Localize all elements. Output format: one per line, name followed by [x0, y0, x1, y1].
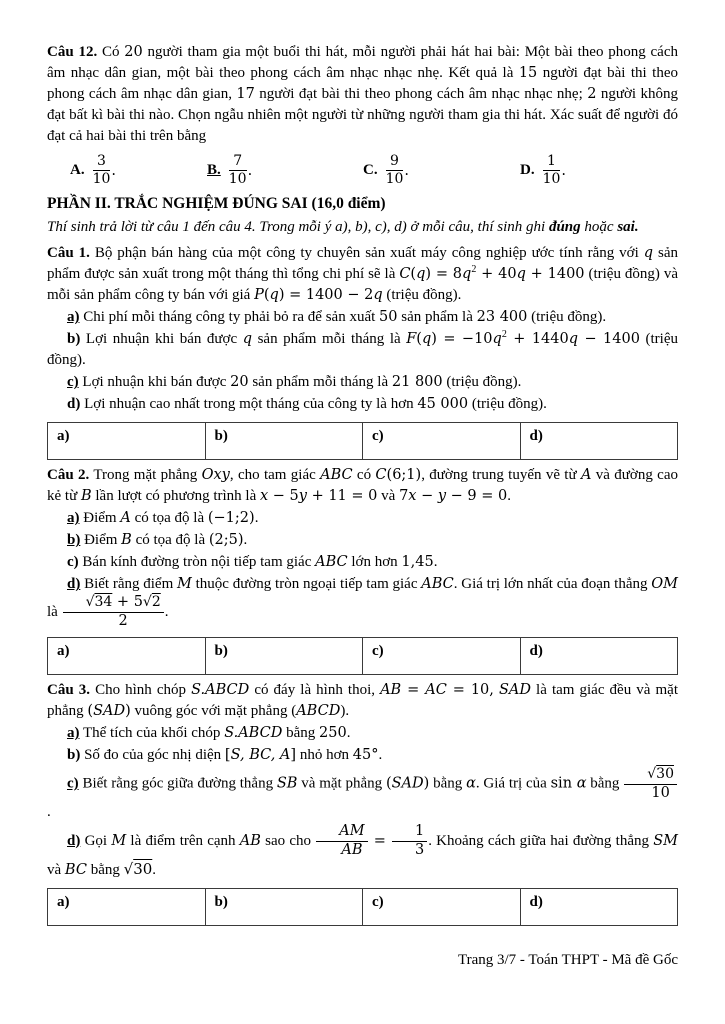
question-1-item-b: b) Lợi nhuận khi bán được q sản phẩm mỗi tháng là $F(q) = -10q^2 + 1440q - 1400$ (triệu đồng). — [47, 329, 678, 369]
answer-cell-b: b) — [205, 423, 363, 460]
option-b-fraction: $\frac{7}{10}$ — [228, 153, 247, 188]
option-a-letter: A. — [70, 162, 85, 179]
part2-instruction: Thí sinh trả lời từ câu 1 đến câu 4. Trong mỗi ý a), b), c), d) ở mỗi câu, thí sinh ghi đúng hoặc sai. — [47, 219, 639, 236]
answer-cell-d: d) — [520, 888, 678, 925]
square-root: √2 — [142, 594, 161, 611]
fraction: $\frac{√30}{10}$ — [624, 767, 677, 801]
option-c-fraction: $\frac{9}{10}$ — [385, 153, 404, 188]
question-12-options — [70, 154, 678, 188]
question-2-item-b: b) Điểm B có tọa độ là (2;5). — [67, 532, 248, 549]
option-b-period: . — [247, 162, 253, 179]
question-1-item-c: c) Lợi nhuận khi bán được 20 sản phẩm mỗi tháng là 21 800 (triệu đồng). — [67, 374, 522, 391]
question-3-item-c: c) Biết rằng góc giữa đường thẳng SB và mặt phẳng (SAD) bằng α. Giá trị của sin α bằng $\frac{√30}{10}$ . — [47, 767, 678, 822]
answer-cell-d: d) — [520, 638, 678, 675]
question-2 — [47, 465, 678, 675]
page-footer: Trang 3/7 - Toán THPT - Mã đề Gốc — [457, 951, 678, 968]
question-3-answer-table — [47, 888, 678, 926]
answer-cell-a: a) — [48, 423, 206, 460]
question-3-item-a: a) Thể tích của khối chóp S.ABCD bằng 250. — [67, 725, 351, 742]
option-a — [70, 154, 207, 188]
question-1 — [47, 243, 678, 460]
question-3-item-d: d) Gọi M là điểm trên cạnh AB sao cho $\frac{AM}{AB}$ = $\frac{1}{3}$ . Khoảng cách giữa hai đường thẳng SM và BC bằng √30. — [47, 822, 678, 878]
question-2-item-a: a) Điểm A có tọa độ là (−1;2). — [67, 510, 259, 527]
question-1-stem: Câu 1. Bộ phận bán hàng của một công ty chuyên sản xuất máy công nghiệp ước tính rằng với q sản phẩm được sản xuất trong một tháng thì tổng chi phí sẽ là $C(q) = 8q^2 + 40q + 1400$ (triệu đồng) và mỗi sản phẩm công ty bán với giá P(q) = 1400 − 2q (triệu đồng). — [47, 245, 679, 304]
option-a-fraction: $\frac{3}{10}$ — [92, 153, 111, 188]
question-3-stem: Câu 3. Cho hình chóp S.ABCD có đáy là hình thoi, AB = AC = 10, SAD là tam giác đều và mặt phẳng (SAD) vuông góc với mặt phẳng (ABCD). — [47, 682, 678, 720]
question-2-item-c: c) Bán kính đường tròn nội tiếp tam giác ABC lớn hơn 1,45. — [67, 554, 438, 571]
question-3-item-b: b) Số đo của góc nhị diện [S, BC, A] nhỏ hơn 45°. — [67, 747, 383, 764]
question-1-item-a: a) Chi phí mỗi tháng công ty phải bỏ ra để sản xuất 50 sản phẩm là 23 400 (triệu đồng). — [67, 309, 607, 326]
answer-cell-d: d) — [520, 423, 678, 460]
option-d-fraction: $\frac{1}{10}$ — [542, 153, 561, 188]
fraction: $\frac{AM}{AB}$ — [316, 824, 367, 859]
answer-cell-c: c) — [363, 638, 521, 675]
table-row — [48, 888, 678, 925]
question-2-stem: Câu 2. Trong mặt phẳng Oxy, cho tam giác ABC có C(6;1), đường trung tuyến vẽ từ A và đường cao kẻ từ B lần lượt có phương trình là x − 5y + 11 = 0 và 7x − y − 9 = 0. — [47, 467, 678, 505]
option-b — [207, 154, 363, 188]
option-a-period: . — [111, 162, 117, 179]
answer-cell-a: a) — [48, 638, 206, 675]
question-3 — [47, 680, 678, 925]
question-2-item-d: d) Biết rằng điểm M thuộc đường tròn ngoại tiếp tam giác ABC. Giá trị lớn nhất của đoạn thẳng OM là $\frac{√34 + 5√2}{2}$ . — [47, 576, 678, 630]
square-root: √30 — [123, 859, 153, 878]
option-c-period: . — [404, 162, 410, 179]
question-2-answer-table — [47, 637, 678, 675]
option-c-letter: C. — [363, 162, 378, 179]
option-b-letter: B. — [207, 162, 221, 179]
answer-cell-b: b) — [205, 638, 363, 675]
option-d — [520, 154, 566, 188]
answer-cell-a: a) — [48, 888, 206, 925]
question-1-answer-table — [47, 422, 678, 460]
square-root: √34 — [85, 594, 113, 611]
option-d-period: . — [561, 162, 567, 179]
question-1-item-d: d) Lợi nhuận cao nhất trong một tháng của công ty là hơn 45 000 (triệu đồng). — [67, 396, 547, 413]
answer-cell-c: c) — [363, 888, 521, 925]
fraction: $\frac{√34 + 5√2}{2}$ — [63, 595, 164, 630]
table-row — [48, 423, 678, 460]
answer-cell-b: b) — [205, 888, 363, 925]
option-c — [363, 154, 520, 188]
square-root: √30 — [647, 766, 674, 783]
question-12-stem: Câu 12. Có 20 người tham gia một buổi thi hát, mỗi người phải hát hai bài: Một bài theo phong cách âm nhạc dân gian, một bài theo phong cách âm nhạc nhạc nhẹ. Kết quả là 15 người đạt bài thi theo phong cách âm nhạc dân gian, 17 người đạt bài thi theo phong cách âm nhạc nhạc nhẹ; 2 người không đạt bất kì bài thi nào. Chọn ngẫu nhiên một người từ những người tham gia thi hát. Xác suất để người đó đạt cả hai bài thi trên bằng — [47, 44, 678, 144]
part2-heading: PHẦN II. TRẮC NGHIỆM ĐÚNG SAI (16,0 điểm) — [47, 194, 386, 212]
table-row — [48, 638, 678, 675]
fraction: $\frac{1}{3}$ — [392, 824, 427, 859]
answer-cell-c: c) — [363, 423, 521, 460]
option-d-letter: D. — [520, 162, 535, 179]
